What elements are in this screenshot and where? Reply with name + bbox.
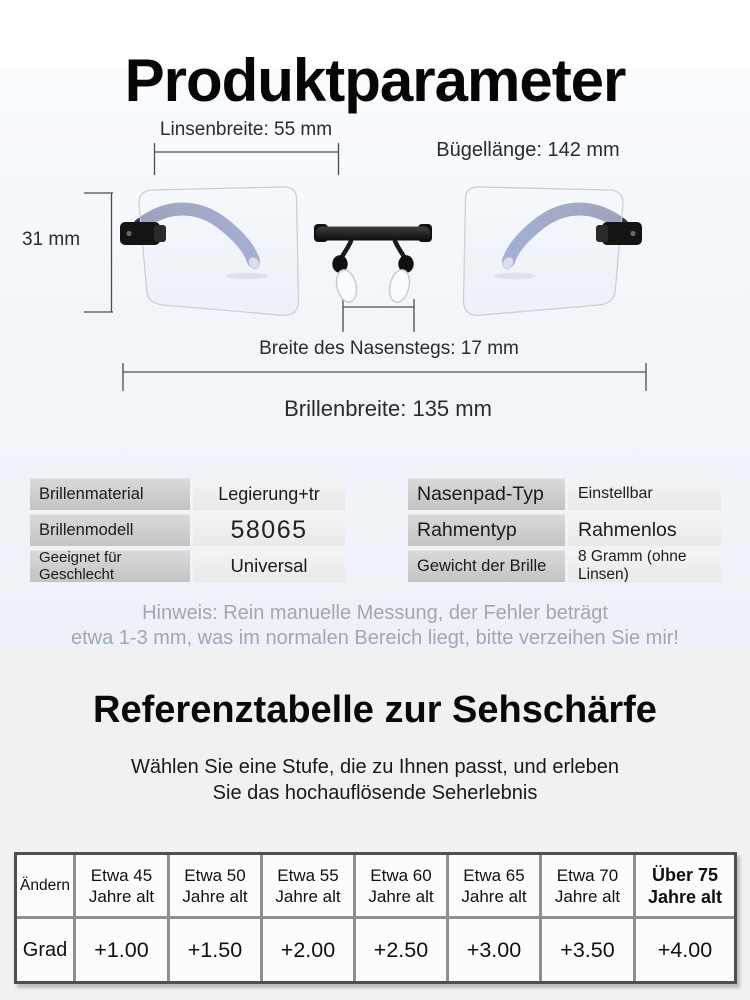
spec-value-nosepad-type: Einstellbar (568, 478, 721, 510)
spec-value-weight: 8 Gramm (ohne Linsen) (568, 550, 721, 582)
spec-label-gender: Geeignet für Geschlecht (30, 550, 190, 582)
bridge-and-nosepads (314, 224, 432, 304)
ref-table-header-age65 (449, 855, 539, 916)
nosepad-left (334, 268, 360, 304)
page-title: Produktparameter (124, 47, 626, 115)
lens-height-dimension (84, 193, 113, 312)
hinge-plate (596, 225, 608, 242)
ref-table-row-label: Grad (17, 919, 73, 981)
spec-table-right (408, 478, 721, 582)
header-text: Etwa 50 (184, 865, 246, 885)
hinge-screw (126, 231, 131, 236)
lens-width-label: Linsenbreite: 55 mm (159, 119, 333, 140)
reference-subtitle-line1: Wählen Sie eine Stufe, die zu Ihnen passt, und erleben (130, 756, 620, 778)
bridge-bar (316, 227, 430, 241)
diopter-reference-table (14, 852, 737, 984)
nosepad-arm-left (342, 241, 352, 258)
measurement-note-line2: etwa 1-3 mm, was im normalen Bereich liegt, bitte verzeihen Sie mir! (70, 627, 679, 649)
header-text: Etwa 65 (463, 865, 525, 885)
glasses-image (120, 187, 642, 316)
header-text: Über 75 (651, 864, 719, 885)
reference-table-heading: Referenztabelle zur Sehschärfe (93, 689, 657, 731)
lens (139, 187, 299, 316)
spec-value-material: Legierung+tr (193, 478, 345, 510)
ref-table-header-change (17, 855, 73, 916)
lens-height-label: 31 mm (21, 229, 81, 250)
hinge-plate (154, 225, 166, 242)
ref-table-header-age45 (76, 855, 167, 916)
temple-length-label: Bügellänge: 142 mm (436, 139, 620, 161)
nosepad-right (387, 268, 413, 304)
ref-table-value-6: +3.50 (542, 919, 633, 981)
reference-subtitle-line2: Sie das hochauflösende Seherlebnis (212, 782, 538, 804)
lens-width-dimension (155, 143, 339, 175)
bridge-width-dimension (343, 299, 414, 332)
ref-table-value-4: +2.50 (356, 919, 446, 981)
ref-table-value-7: +4.00 (636, 919, 734, 981)
header-text: Etwa 45 (90, 865, 153, 885)
header-text: Jahre alt (275, 886, 341, 906)
spec-label-weight: Gewicht der Brille (408, 550, 565, 582)
glasses-left-half (120, 187, 299, 316)
hinge-screw (630, 231, 635, 236)
spec-label-frame-type: Rahmentyp (408, 514, 565, 546)
spec-label-material: Brillenmaterial (30, 478, 190, 510)
measurement-note-line1: Hinweis: Rein manuelle Messung, der Fehler beträgt (142, 602, 608, 624)
ref-table-header-age75 (636, 855, 734, 916)
ref-table-header-age50 (170, 855, 260, 916)
lens (464, 187, 624, 316)
header-text: Jahre alt (647, 886, 723, 907)
ref-table-header-age60 (356, 855, 446, 916)
frame-width-label: Brillenbreite: 135 mm (284, 396, 492, 421)
spec-label-model: Brillenmodell (30, 514, 190, 546)
spec-value-gender: Universal (193, 550, 345, 582)
glasses-right-half (464, 187, 643, 316)
spec-value-frame-type: Rahmenlos (568, 514, 721, 546)
header-text: Jahre alt (554, 886, 621, 906)
header-text: Jahre alt (182, 886, 248, 906)
header-text: Etwa 70 (556, 865, 619, 885)
ref-table-header-age55 (263, 855, 353, 916)
spec-value-model: 58065 (193, 514, 345, 546)
ref-table-value-2: +1.50 (170, 919, 260, 981)
ref-table-header-age70 (542, 855, 633, 916)
header-text: Jahre alt (88, 886, 155, 906)
bridge-width-label: Breite des Nasenstegs: 17 mm (259, 338, 519, 359)
frame-width-dimension (123, 363, 646, 391)
header-text: Etwa 60 (370, 865, 432, 885)
header-text: Ändern (20, 877, 70, 894)
header-text: Jahre alt (368, 886, 434, 906)
ref-table-value-5: +3.00 (449, 919, 539, 981)
ref-table-value-3: +2.00 (263, 919, 353, 981)
header-text: Jahre alt (461, 886, 527, 906)
ref-table-value-1: +1.00 (76, 919, 167, 981)
spec-table-left (30, 478, 345, 582)
nosepad-arm-right (395, 241, 405, 258)
header-text: Etwa 55 (277, 865, 339, 885)
spec-label-nosepad-type: Nasenpad-Typ (408, 478, 565, 510)
